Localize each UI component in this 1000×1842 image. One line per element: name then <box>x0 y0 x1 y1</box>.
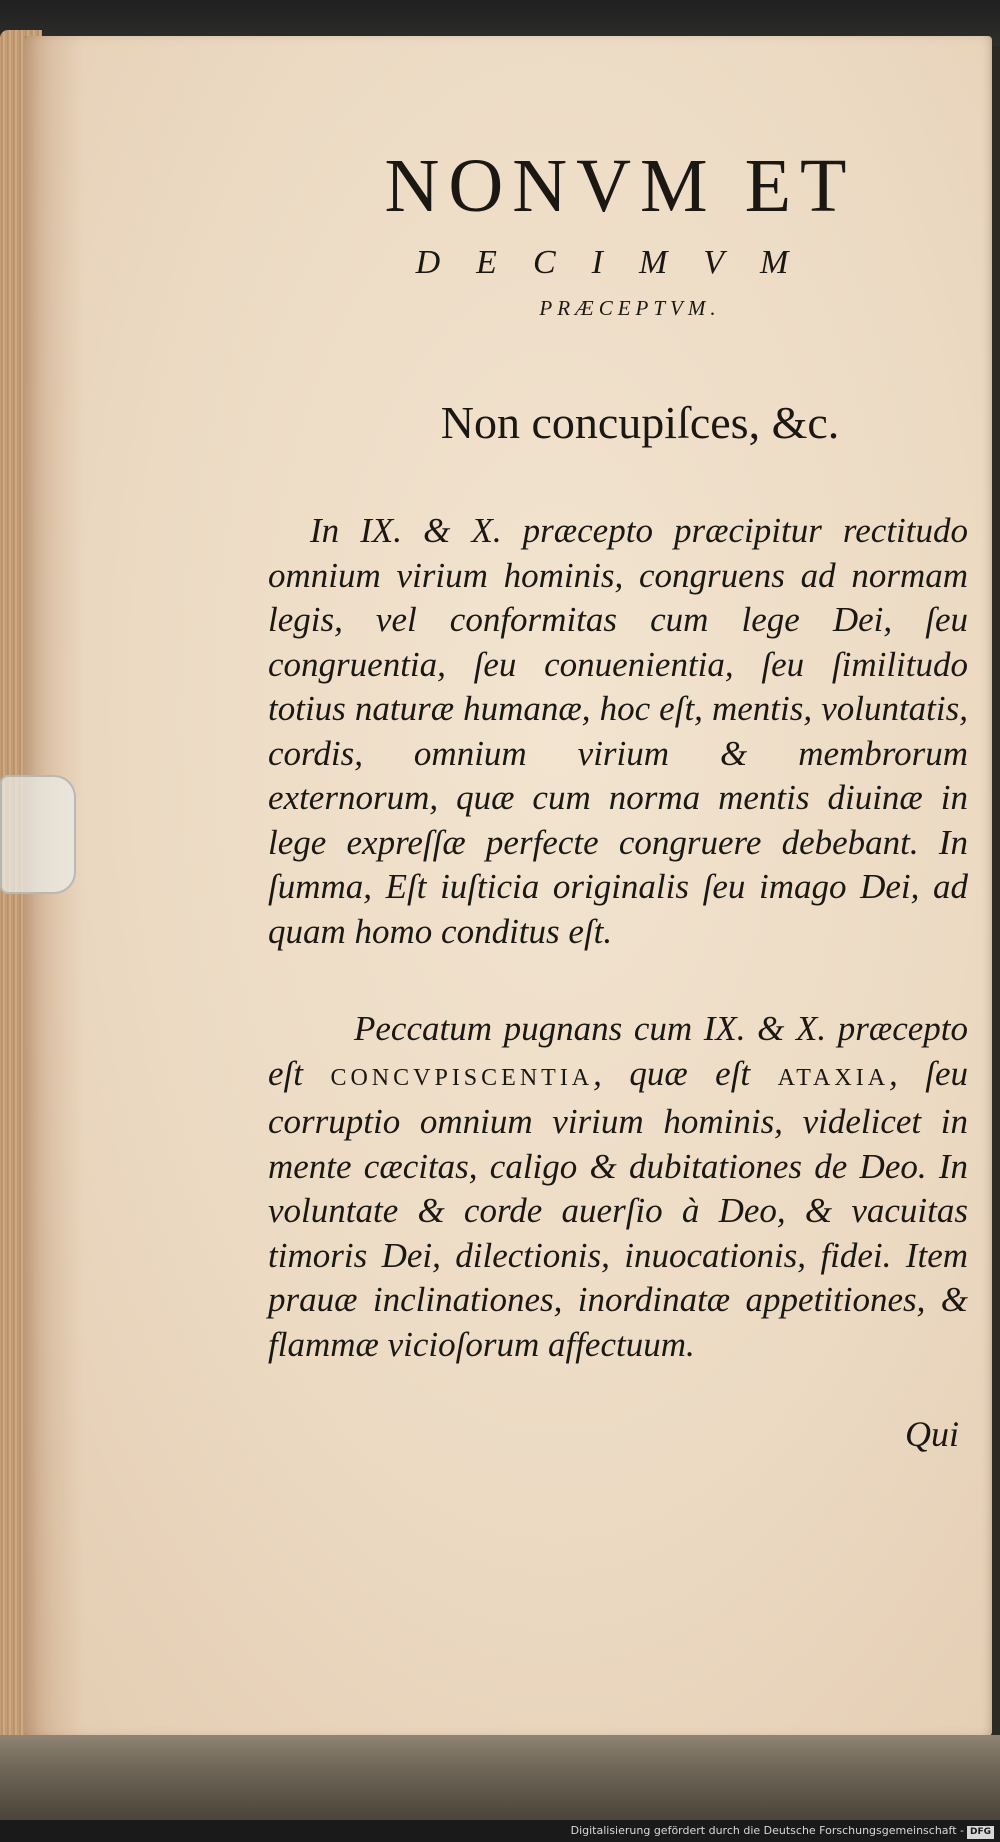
plastic-page-tab <box>0 775 76 894</box>
book-cover-bottom <box>0 1735 1000 1820</box>
title-line-2: DECIMVM <box>415 244 825 281</box>
footer-text: Digitalisierung gefördert durch die Deutsche Forschungsgemeinschaft - <box>570 1824 964 1837</box>
paragraph-1: In IX. & X. præcepto præcipitur rectitudo omnium virium hominis, congruens ad normam legis, vel conformitas cum lege Dei, ſeu congruentia, ſeu conuenientia, ſeu ſimilitudo totius naturæ humanæ, hoc eſt, mentis, voluntatis, cordis, omnium virium & membrorum externorum, quæ cum norma mentis diuinæ in lege expreſſæ perfecte congruere debebant. In ſumma, Eſt iuſticia originalis ſeu imago Dei, ad quam homo conditus eſt. <box>268 511 968 951</box>
paragraph-2 <box>268 1007 968 1367</box>
paragraph-2-lead: Peccatum pugnans cum IX. & X. præcepto eſt <box>268 1009 968 1093</box>
title-line-1: NONVM ET <box>384 144 856 228</box>
title-line-3: PRÆCEPTVM. <box>539 296 721 320</box>
catchword: Qui <box>905 1414 959 1454</box>
digitization-footer <box>0 1820 1000 1842</box>
term-concupiscentia: CONCVPISCENTIA <box>330 1064 594 1091</box>
section-heading: Non concupiſces, &c. <box>440 397 840 448</box>
paragraph-2-rest: , ſeu corruptio omnium virium hominis, videlicet in mente cæcitas, caligo & dubitationes de Deo. In voluntate & corde auerſio à Deo, & vacuitas timoris Dei, dilectionis, inuocationis, fidei. Item prauæ inclinationes, inordinatæ appetitiones, & flammæ vicioſorum affectuum. <box>268 1053 969 1364</box>
term-ataxia: ATAXIA <box>777 1064 890 1091</box>
paragraph-2-middle: , quæ eſt <box>593 1053 778 1093</box>
dfg-logo: DFG <box>967 1826 994 1839</box>
